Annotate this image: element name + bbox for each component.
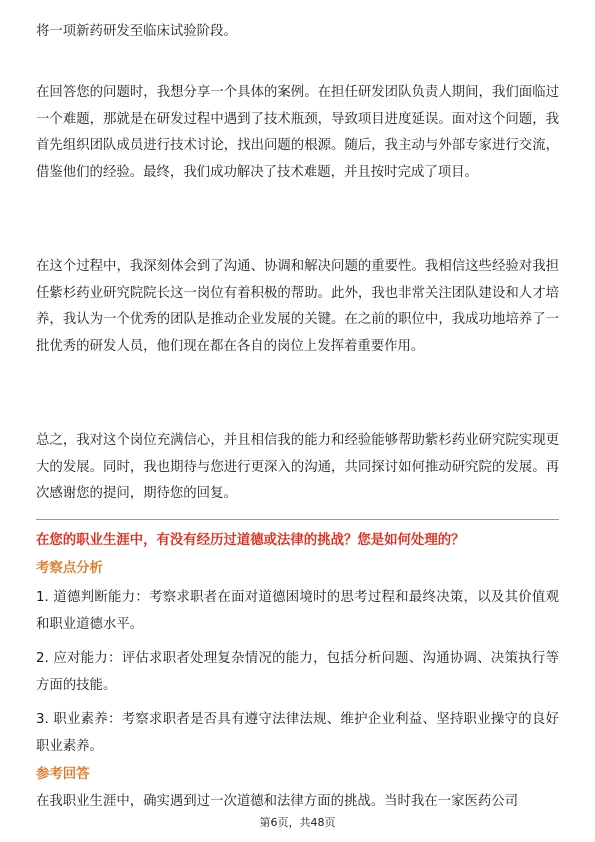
analysis-list [36, 585, 559, 768]
paragraph-case: 在回答您的问题时，我想分享一个具体的案例。在担任研发团队负责人期间，我们面临过一个难题，那就是在研发过程中遇到了技术瓶颈，导致项目进度延误。面对这个问题，我首先组织团队成员进行技术讨论，找出问题的根源。随后，我主动与外部专家进行交流，借鉴他们的经验。最终，我们成功解决了技术难题，并且按时完成了项目。 [36, 85, 559, 180]
paragraph-conclusion: 总之，我对这个岗位充满信心，并且相信我的能力和经验能够帮助紫杉药业研究院实现更大的发展。同时，我也期待与您进行更深入的沟通，共同探讨如何推动研究院的发展。再次感谢您的提问，期待您的回复。 [36, 433, 559, 501]
page-number-footer: 第6页，共48页 [259, 816, 336, 829]
answer-heading: 参考回答 [36, 767, 90, 782]
question-title: 在您的职业生涯中，有没有经历过道德或法律的挑战？您是如何处理的？ [36, 533, 465, 548]
analysis-heading: 考察点分析 [36, 561, 103, 576]
analysis-item: 1. 道德判断能力：考察求职者在面对道德困境时的思考过程和最终决策，以及其价值观和职业道德水平。 [36, 590, 559, 632]
paragraph-intro-tail: 将一项新药研发至临床试验阶段。 [36, 24, 237, 39]
document-page [36, 0, 559, 842]
paragraph-experience: 在这个过程中，我深刻体会到了沟通、协调和解决问题的重要性。我相信这些经验对我担任紫杉药业研究院院长这一岗位有着积极的帮助。此外，我也非常关注团队建设和人才培养，我认为一个优秀的团队是推动企业发展的关键。在之前的职位中，我成功地培养了一批优秀的研发人员，他们现在都在各自的岗位上发挥着重要作用。 [36, 259, 559, 354]
section-divider [36, 519, 559, 520]
analysis-item: 2. 应对能力：评估求职者处理复杂情况的能力，包括分析问题、沟通协调、决策执行等方面的技能。 [36, 651, 559, 693]
answer-text: 在我职业生涯中，确实遇到过一次道德和法律方面的挑战。当时我在一家医药公司 [36, 794, 519, 809]
analysis-item: 3. 职业素养：考察求职者是否具有遵守法律法规、维护企业利益、坚持职业操守的良好职业素养。 [36, 712, 559, 754]
